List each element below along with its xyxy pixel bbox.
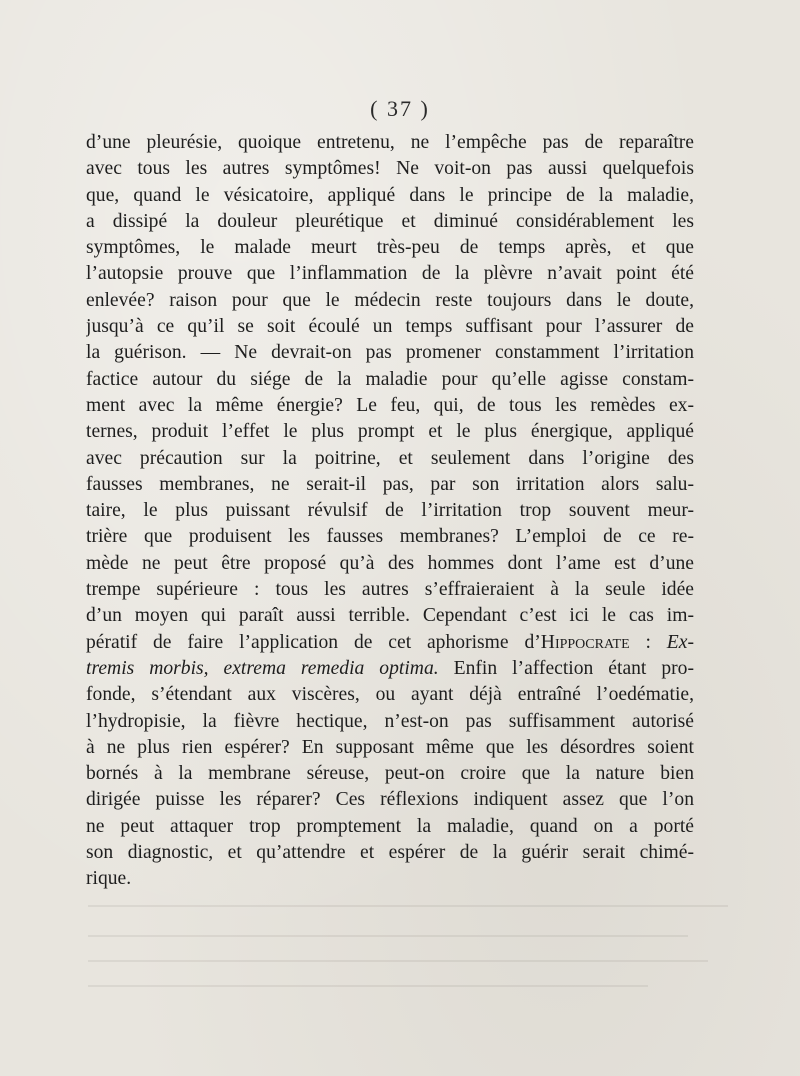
author-name: Hippocrate [540, 631, 630, 653]
page-number: ( 37 ) [370, 96, 430, 121]
text-line: d’une pleurésie, quoique entretenu, ne l’empêche pas de reparaître [86, 132, 694, 153]
text-line: trière que produisent les fausses membranes? L’emploi de ce re- [86, 526, 694, 548]
text-line: ternes, produit l’effet le plus prompt et le plus énergique, appliqué [86, 421, 694, 443]
text-line: avec tous les autres symptômes! Ne voit-on pas aussi quelquefois [86, 158, 694, 180]
text-line: trempe supérieure : tous les autres s’effraieraient à la seule idée [86, 579, 694, 601]
text-line: la guérison. — Ne devrait-on pas promener constamment l’irritation [86, 342, 694, 364]
text-line: l’autopsie prouve que l’inflammation de la plèvre n’avait point été [86, 263, 694, 285]
text-line: taire, le plus puissant révulsif de l’irritation trop souvent meur- [86, 500, 694, 522]
text-line: mède ne peut être proposé qu’à des hommes dont l’ame est d’une [86, 552, 694, 574]
text-line [86, 656, 694, 682]
text-line: symptômes, le malade meurt très-peu de temps après, et que [86, 237, 694, 259]
text-line: rique. [86, 868, 132, 890]
text-line [86, 630, 694, 656]
text-line: dirigée puisse les réparer? Ces réflexions indiquent assez que l’on [86, 789, 694, 811]
text-segment: : [629, 631, 667, 653]
latin-aphorism: tremis morbis, extrema remedia optima. [86, 657, 439, 679]
latin-aphorism: Ex- [666, 631, 694, 653]
text-line: a dissipé la douleur pleurétique et diminué considérablement les [86, 210, 694, 232]
body-text [86, 130, 694, 893]
text-line: enlevée? raison pour que le médecin reste toujours dans le doute, [86, 289, 694, 311]
text-line: son diagnostic, et qu’attendre et espérer de la guérir serait chimé- [86, 842, 694, 864]
text-line: bornés à la membrane séreuse, peut-on croire que la nature bien [86, 763, 694, 785]
show-through-line [88, 960, 708, 962]
text-segment: Enfin l’affection étant pro- [438, 657, 694, 679]
text-line: avec précaution sur la poitrine, et seulement dans l’origine des [86, 447, 694, 469]
text-line: ment avec la même énergie? Le feu, qui, de tous les remèdes ex- [86, 394, 694, 416]
text-line: que, quand le vésicatoire, appliqué dans le principe de la maladie, [86, 184, 694, 206]
text-line: fausses membranes, ne serait-il pas, par son irritation alors salu- [86, 473, 694, 495]
show-through-line [88, 935, 688, 937]
text-segment: pératif de faire l’application de cet aphorisme d’ [86, 631, 541, 653]
text-line: l’hydropisie, la fièvre hectique, n’est-on pas suffisamment autorisé [86, 710, 694, 732]
text-line: fonde, s’étendant aux viscères, ou ayant déjà entraîné l’oedématie, [86, 684, 694, 706]
show-through-line [88, 985, 648, 987]
text-line: d’un moyen qui paraît aussi terrible. Cependant c’est ici le cas im- [86, 605, 694, 627]
text-line: factice autour du siége de la maladie pour qu’elle agisse constam- [86, 368, 694, 390]
text-line: à ne plus rien espérer? En supposant même que les désordres soient [86, 736, 694, 758]
text-line: jusqu’à ce qu’il se soit écoulé un temps suffisant pour l’assurer de [86, 316, 694, 338]
show-through-line [88, 905, 728, 907]
text-line: ne peut attaquer trop promptement la maladie, quand on a porté [86, 815, 694, 837]
